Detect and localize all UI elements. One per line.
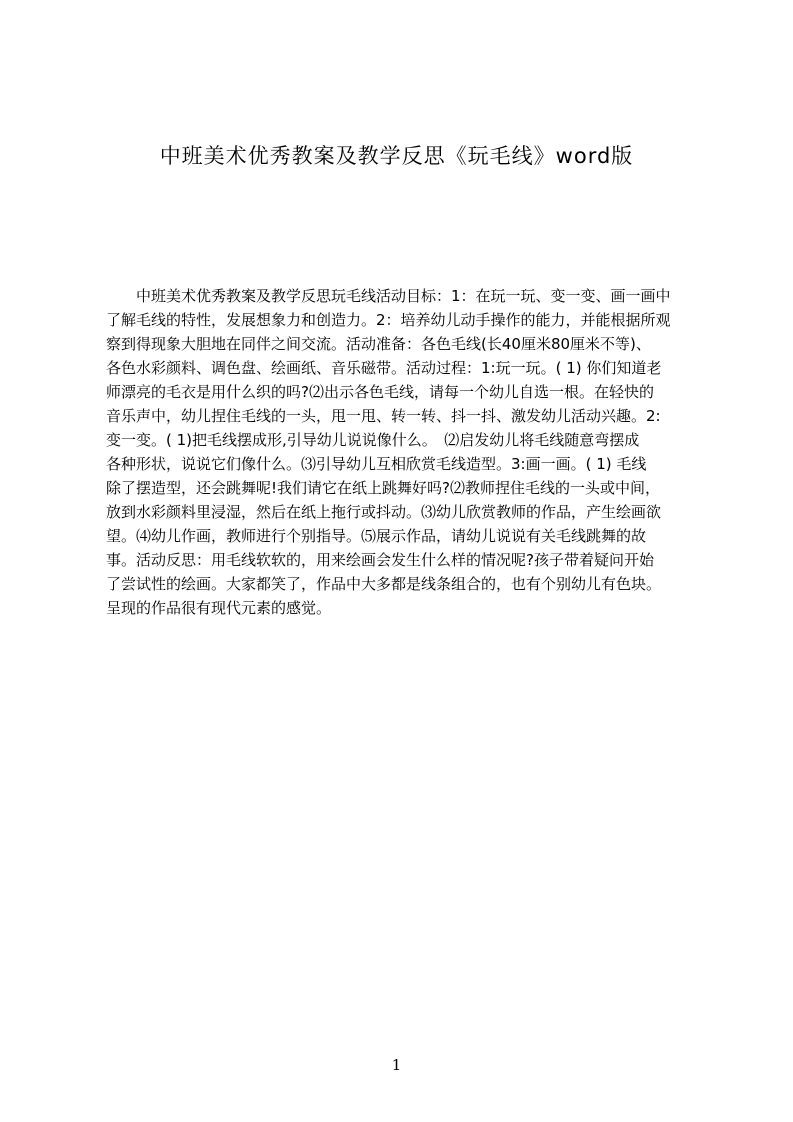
body-line: 变一变。( 1)把毛线摆成形,引导幼儿说说像什么。 ⑵启发幼儿将毛线随意弯摆成	[106, 431, 640, 449]
body-line: 望。⑷幼儿作画，教师进行个别指导。⑸展示作品，请幼儿说说有关毛线跳舞的故	[106, 527, 647, 545]
body-line: 事。活动反思：用毛线软软的，用来绘画会发生什么样的情况呢?孩子带着疑问开始	[106, 551, 654, 569]
document-title: 中班美术优秀教案及教学反思《玩毛线》word版	[159, 144, 634, 168]
body-line: 呈现的作品很有现代元素的感觉。	[106, 599, 332, 617]
body-line: 师漂亮的毛衣是用什么织的吗?⑵出示各色毛线，请每一个幼儿自选一根。在轻快的	[106, 383, 654, 401]
body-line: 各色水彩颜料、调色盘、绘画纸、音乐磁带。活动过程：1:玩一玩。( 1) 你们知道老	[106, 359, 662, 377]
body-line: 除了摆造型，还会跳舞呢!我们请它在纸上跳舞好吗?⑵教师捏住毛线的一头或中间，	[106, 479, 660, 497]
page-number: 1	[391, 1056, 402, 1074]
body-line: 放到水彩颜料里浸湿，然后在纸上拖行或抖动。⑶幼儿欣赏教师的作品，产生绘画欲	[106, 503, 662, 521]
body-line: 了解毛线的特性，发展想象力和创造力。2：培养幼儿动手操作的能力，并能根据所观	[106, 311, 671, 329]
document-body	[106, 284, 702, 620]
body-line: 察到得现象大胆地在同伴之间交流。活动准备：各色毛线(长40厘米80厘米不等)、	[106, 335, 651, 353]
body-line: 音乐声中，幼儿捏住毛线的一头，甩一甩、转一转、抖一抖、激发幼儿活动兴趣。2:	[106, 407, 661, 425]
body-line: 了尝试性的绘画。大家都笑了，作品中大多都是线条组合的，也有个别幼儿有色块。	[106, 575, 662, 593]
body-line: 中班美术优秀教案及教学反思玩毛线活动目标：1：在玩一玩、变一变、画一画中	[106, 287, 671, 305]
body-line: 各种形状，说说它们像什么。⑶引导幼儿互相欣赏毛线造型。3:画一画。( 1) 毛线	[106, 455, 647, 473]
